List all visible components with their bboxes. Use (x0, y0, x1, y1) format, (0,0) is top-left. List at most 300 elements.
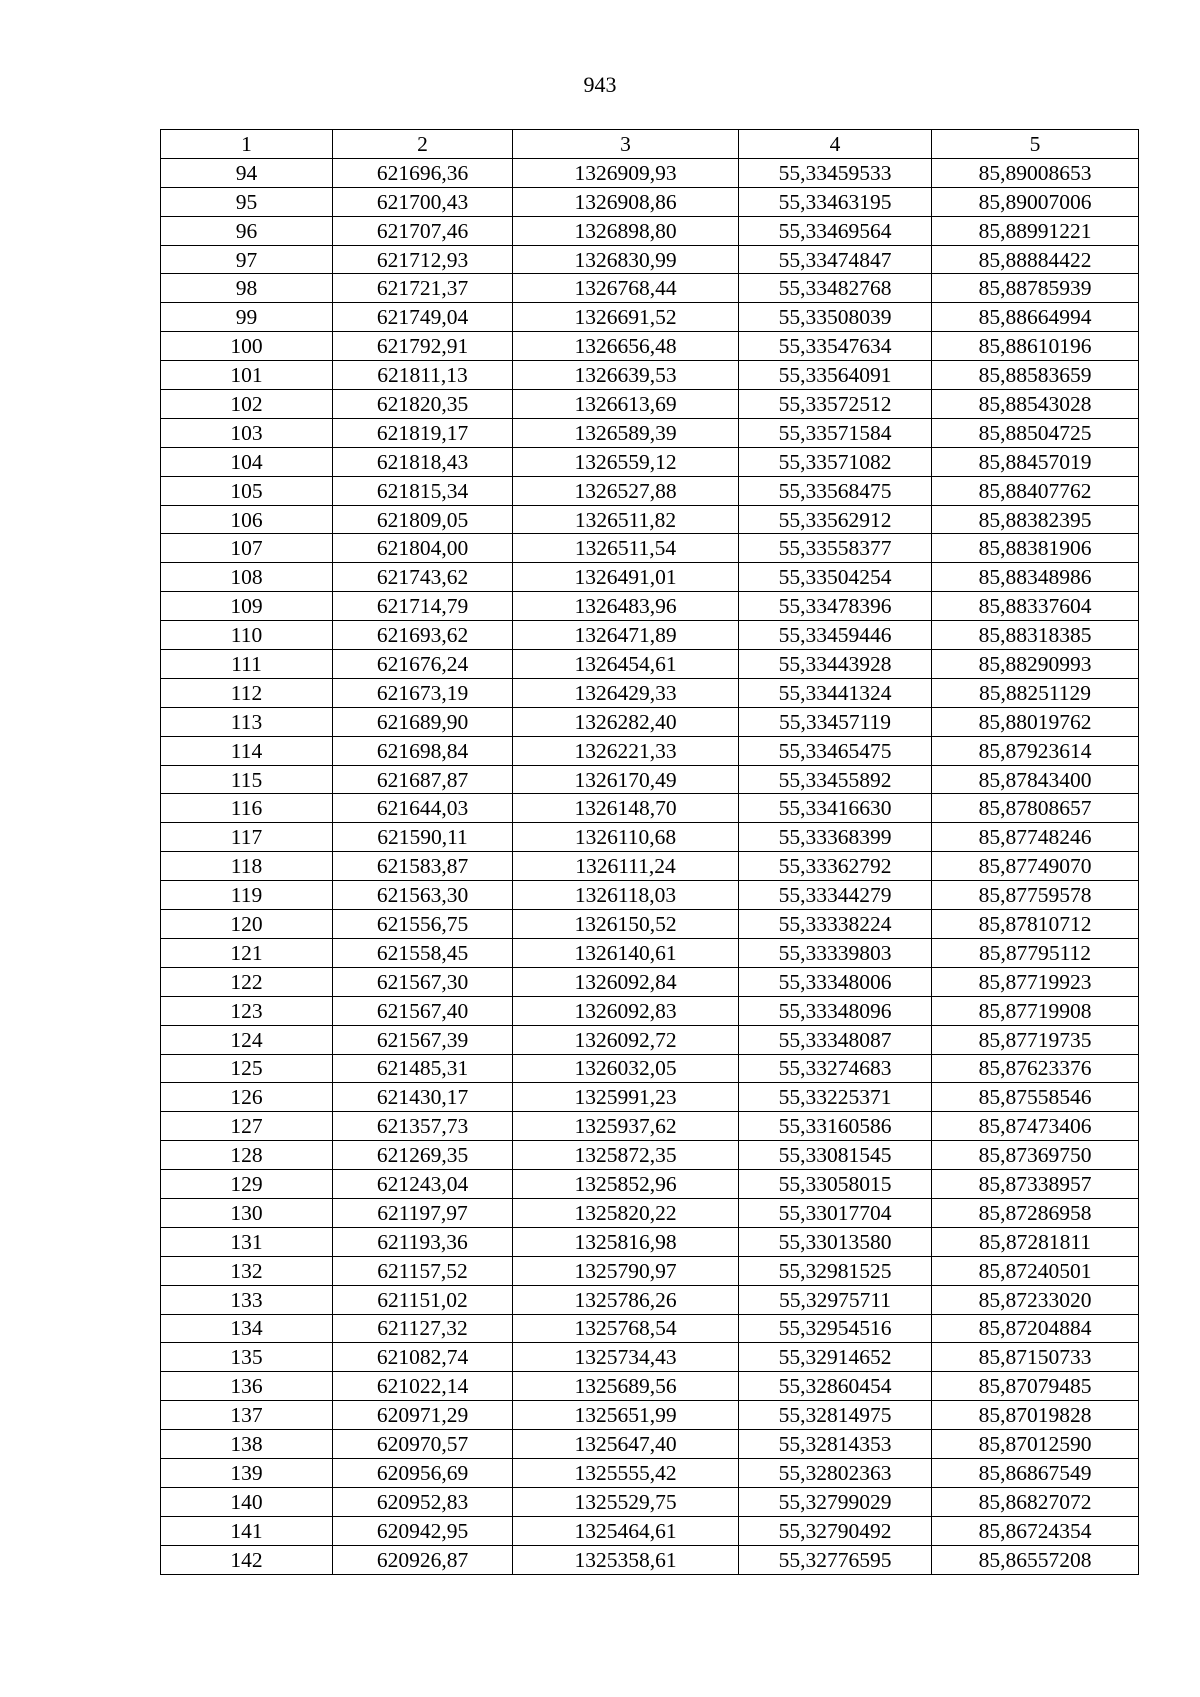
x-coordinate-cell: 621714,79 (333, 592, 513, 621)
header-row (161, 130, 1139, 159)
longitude-cell: 85,87623376 (932, 1054, 1139, 1083)
x-coordinate-cell: 621430,17 (333, 1083, 513, 1112)
table-row (161, 303, 1139, 332)
table-row (161, 1487, 1139, 1516)
latitude-cell: 55,33459533 (739, 158, 932, 187)
longitude-cell: 85,88337604 (932, 592, 1139, 621)
y-coordinate-cell: 1326454,61 (513, 650, 739, 679)
x-coordinate-cell: 621819,17 (333, 418, 513, 447)
y-coordinate-cell: 1326691,52 (513, 303, 739, 332)
longitude-cell: 85,87810712 (932, 910, 1139, 939)
y-coordinate-cell: 1326830,99 (513, 245, 739, 274)
y-coordinate-cell: 1326221,33 (513, 736, 739, 765)
y-coordinate-cell: 1326110,68 (513, 823, 739, 852)
x-coordinate-cell: 621197,97 (333, 1198, 513, 1227)
point-number-cell: 105 (161, 476, 333, 505)
table-row (161, 996, 1139, 1025)
latitude-cell: 55,33547634 (739, 332, 932, 361)
x-coordinate-cell: 621749,04 (333, 303, 513, 332)
table-row (161, 707, 1139, 736)
page-number: 943 (583, 72, 617, 97)
table-row (161, 1112, 1139, 1141)
longitude-cell: 85,87719923 (932, 967, 1139, 996)
latitude-cell: 55,33017704 (739, 1198, 932, 1227)
table-row (161, 938, 1139, 967)
latitude-cell: 55,33478396 (739, 592, 932, 621)
y-coordinate-cell: 1326471,89 (513, 621, 739, 650)
latitude-cell: 55,33457119 (739, 707, 932, 736)
table-row (161, 1170, 1139, 1199)
y-coordinate-cell: 1326909,93 (513, 158, 739, 187)
point-number-cell: 112 (161, 678, 333, 707)
x-coordinate-cell: 621700,43 (333, 187, 513, 216)
point-number-cell: 97 (161, 245, 333, 274)
longitude-cell: 85,87749070 (932, 852, 1139, 881)
longitude-cell: 85,87012590 (932, 1430, 1139, 1459)
latitude-cell: 55,33348006 (739, 967, 932, 996)
y-coordinate-cell: 1326111,24 (513, 852, 739, 881)
x-coordinate-cell: 621082,74 (333, 1343, 513, 1372)
latitude-cell: 55,33443928 (739, 650, 932, 679)
latitude-cell: 55,33013580 (739, 1227, 932, 1256)
table-row (161, 245, 1139, 274)
latitude-cell: 55,33344279 (739, 881, 932, 910)
x-coordinate-cell: 621556,75 (333, 910, 513, 939)
latitude-cell: 55,33160586 (739, 1112, 932, 1141)
x-coordinate-cell: 621558,45 (333, 938, 513, 967)
point-number-cell: 137 (161, 1401, 333, 1430)
table-row (161, 274, 1139, 303)
x-coordinate-cell: 621721,37 (333, 274, 513, 303)
table-row (161, 1285, 1139, 1314)
table-row (161, 1054, 1139, 1083)
x-coordinate-cell: 621022,14 (333, 1372, 513, 1401)
y-coordinate-cell: 1326491,01 (513, 563, 739, 592)
point-number-cell: 94 (161, 158, 333, 187)
longitude-cell: 85,87748246 (932, 823, 1139, 852)
point-number-cell: 110 (161, 621, 333, 650)
column-header: 5 (932, 130, 1139, 159)
x-coordinate-cell: 621815,34 (333, 476, 513, 505)
point-number-cell: 101 (161, 361, 333, 390)
point-number-cell: 121 (161, 938, 333, 967)
longitude-cell: 85,87019828 (932, 1401, 1139, 1430)
longitude-cell: 85,87473406 (932, 1112, 1139, 1141)
point-number-cell: 127 (161, 1112, 333, 1141)
point-number-cell: 104 (161, 447, 333, 476)
y-coordinate-cell: 1326511,82 (513, 505, 739, 534)
longitude-cell: 85,87719908 (932, 996, 1139, 1025)
latitude-cell: 55,33455892 (739, 765, 932, 794)
point-number-cell: 108 (161, 563, 333, 592)
y-coordinate-cell: 1325689,56 (513, 1372, 739, 1401)
point-number-cell: 115 (161, 765, 333, 794)
table-row (161, 794, 1139, 823)
y-coordinate-cell: 1326092,72 (513, 1025, 739, 1054)
table-row (161, 765, 1139, 794)
x-coordinate-cell: 621818,43 (333, 447, 513, 476)
x-coordinate-cell: 620971,29 (333, 1401, 513, 1430)
point-number-cell: 129 (161, 1170, 333, 1199)
latitude-cell: 55,32860454 (739, 1372, 932, 1401)
y-coordinate-cell: 1326148,70 (513, 794, 739, 823)
x-coordinate-cell: 621712,93 (333, 245, 513, 274)
latitude-cell: 55,33463195 (739, 187, 932, 216)
table-row (161, 1430, 1139, 1459)
point-number-cell: 128 (161, 1141, 333, 1170)
longitude-cell: 85,87558546 (932, 1083, 1139, 1112)
x-coordinate-cell: 621820,35 (333, 390, 513, 419)
latitude-cell: 55,33504254 (739, 563, 932, 592)
table-row (161, 736, 1139, 765)
latitude-cell: 55,33416630 (739, 794, 932, 823)
x-coordinate-cell: 621567,30 (333, 967, 513, 996)
table-row (161, 1256, 1139, 1285)
table-row (161, 1458, 1139, 1487)
y-coordinate-cell: 1325790,97 (513, 1256, 739, 1285)
x-coordinate-cell: 621698,84 (333, 736, 513, 765)
longitude-cell: 85,87338957 (932, 1170, 1139, 1199)
table-row (161, 1372, 1139, 1401)
longitude-cell: 85,87795112 (932, 938, 1139, 967)
longitude-cell: 85,87759578 (932, 881, 1139, 910)
longitude-cell: 85,88348986 (932, 563, 1139, 592)
x-coordinate-cell: 620956,69 (333, 1458, 513, 1487)
table-row (161, 534, 1139, 563)
latitude-cell: 55,33469564 (739, 216, 932, 245)
table-row (161, 621, 1139, 650)
table-row (161, 1545, 1139, 1574)
table-header (161, 130, 1139, 159)
longitude-cell: 85,88290993 (932, 650, 1139, 679)
x-coordinate-cell: 621193,36 (333, 1227, 513, 1256)
y-coordinate-cell: 1326140,61 (513, 938, 739, 967)
latitude-cell: 55,33508039 (739, 303, 932, 332)
y-coordinate-cell: 1325937,62 (513, 1112, 739, 1141)
latitude-cell: 55,32799029 (739, 1487, 932, 1516)
y-coordinate-cell: 1325852,96 (513, 1170, 739, 1199)
point-number-cell: 95 (161, 187, 333, 216)
latitude-cell: 55,32776595 (739, 1545, 932, 1574)
point-number-cell: 113 (161, 707, 333, 736)
table-row (161, 650, 1139, 679)
longitude-cell: 85,88251129 (932, 678, 1139, 707)
latitude-cell: 55,33564091 (739, 361, 932, 390)
point-number-cell: 135 (161, 1343, 333, 1372)
table-row (161, 1141, 1139, 1170)
latitude-cell: 55,33441324 (739, 678, 932, 707)
column-header: 4 (739, 130, 932, 159)
latitude-cell: 55,33058015 (739, 1170, 932, 1199)
table-row (161, 1516, 1139, 1545)
y-coordinate-cell: 1325820,22 (513, 1198, 739, 1227)
latitude-cell: 55,32790492 (739, 1516, 932, 1545)
longitude-cell: 85,89008653 (932, 158, 1139, 187)
table-row (161, 852, 1139, 881)
longitude-cell: 85,88785939 (932, 274, 1139, 303)
y-coordinate-cell: 1326282,40 (513, 707, 739, 736)
latitude-cell: 55,33368399 (739, 823, 932, 852)
point-number-cell: 124 (161, 1025, 333, 1054)
latitude-cell: 55,32814975 (739, 1401, 932, 1430)
latitude-cell: 55,33571584 (739, 418, 932, 447)
y-coordinate-cell: 1325555,42 (513, 1458, 739, 1487)
point-number-cell: 142 (161, 1545, 333, 1574)
longitude-cell: 85,87369750 (932, 1141, 1139, 1170)
longitude-cell: 85,87233020 (932, 1285, 1139, 1314)
longitude-cell: 85,88991221 (932, 216, 1139, 245)
y-coordinate-cell: 1326527,88 (513, 476, 739, 505)
table-row (161, 967, 1139, 996)
column-header: 1 (161, 130, 333, 159)
point-number-cell: 126 (161, 1083, 333, 1112)
y-coordinate-cell: 1325872,35 (513, 1141, 739, 1170)
y-coordinate-cell: 1325358,61 (513, 1545, 739, 1574)
y-coordinate-cell: 1325647,40 (513, 1430, 739, 1459)
latitude-cell: 55,33338224 (739, 910, 932, 939)
y-coordinate-cell: 1326483,96 (513, 592, 739, 621)
table-row (161, 592, 1139, 621)
longitude-cell: 85,88583659 (932, 361, 1139, 390)
longitude-cell: 85,87150733 (932, 1343, 1139, 1372)
x-coordinate-cell: 621693,62 (333, 621, 513, 650)
latitude-cell: 55,33571082 (739, 447, 932, 476)
x-coordinate-cell: 621157,52 (333, 1256, 513, 1285)
table-row (161, 390, 1139, 419)
x-coordinate-cell: 621357,73 (333, 1112, 513, 1141)
longitude-cell: 85,86827072 (932, 1487, 1139, 1516)
longitude-cell: 85,86557208 (932, 1545, 1139, 1574)
y-coordinate-cell: 1326092,84 (513, 967, 739, 996)
point-number-cell: 134 (161, 1314, 333, 1343)
column-header: 2 (333, 130, 513, 159)
y-coordinate-cell: 1326898,80 (513, 216, 739, 245)
point-number-cell: 132 (161, 1256, 333, 1285)
point-number-cell: 125 (161, 1054, 333, 1083)
point-number-cell: 136 (161, 1372, 333, 1401)
longitude-cell: 85,87286958 (932, 1198, 1139, 1227)
latitude-cell: 55,33362792 (739, 852, 932, 881)
latitude-cell: 55,33348096 (739, 996, 932, 1025)
point-number-cell: 100 (161, 332, 333, 361)
x-coordinate-cell: 621485,31 (333, 1054, 513, 1083)
latitude-cell: 55,33482768 (739, 274, 932, 303)
y-coordinate-cell: 1325529,75 (513, 1487, 739, 1516)
point-number-cell: 118 (161, 852, 333, 881)
x-coordinate-cell: 620952,83 (333, 1487, 513, 1516)
point-number-cell: 130 (161, 1198, 333, 1227)
longitude-cell: 85,88318385 (932, 621, 1139, 650)
x-coordinate-cell: 621809,05 (333, 505, 513, 534)
x-coordinate-cell: 621689,90 (333, 707, 513, 736)
x-coordinate-cell: 620942,95 (333, 1516, 513, 1545)
longitude-cell: 85,87204884 (932, 1314, 1139, 1343)
y-coordinate-cell: 1326511,54 (513, 534, 739, 563)
x-coordinate-cell: 621243,04 (333, 1170, 513, 1199)
y-coordinate-cell: 1325816,98 (513, 1227, 739, 1256)
y-coordinate-cell: 1326032,05 (513, 1054, 739, 1083)
y-coordinate-cell: 1326170,49 (513, 765, 739, 794)
y-coordinate-cell: 1326092,83 (513, 996, 739, 1025)
point-number-cell: 117 (161, 823, 333, 852)
point-number-cell: 106 (161, 505, 333, 534)
longitude-cell: 85,87719735 (932, 1025, 1139, 1054)
y-coordinate-cell: 1325991,23 (513, 1083, 739, 1112)
latitude-cell: 55,32954516 (739, 1314, 932, 1343)
y-coordinate-cell: 1325786,26 (513, 1285, 739, 1314)
x-coordinate-cell: 620926,87 (333, 1545, 513, 1574)
y-coordinate-cell: 1326639,53 (513, 361, 739, 390)
y-coordinate-cell: 1325734,43 (513, 1343, 739, 1372)
table-body (161, 158, 1139, 1574)
point-number-cell: 138 (161, 1430, 333, 1459)
longitude-cell: 85,88381906 (932, 534, 1139, 563)
x-coordinate-cell: 621811,13 (333, 361, 513, 390)
x-coordinate-cell: 621792,91 (333, 332, 513, 361)
point-number-cell: 131 (161, 1227, 333, 1256)
table-row (161, 1083, 1139, 1112)
table-row (161, 1198, 1139, 1227)
table-row (161, 216, 1139, 245)
latitude-cell: 55,33558377 (739, 534, 932, 563)
x-coordinate-cell: 621743,62 (333, 563, 513, 592)
longitude-cell: 85,87808657 (932, 794, 1139, 823)
table-row (161, 418, 1139, 447)
x-coordinate-cell: 621707,46 (333, 216, 513, 245)
point-number-cell: 98 (161, 274, 333, 303)
latitude-cell: 55,33562912 (739, 505, 932, 534)
y-coordinate-cell: 1326150,52 (513, 910, 739, 939)
latitude-cell: 55,32975711 (739, 1285, 932, 1314)
latitude-cell: 55,33339803 (739, 938, 932, 967)
x-coordinate-cell: 620970,57 (333, 1430, 513, 1459)
latitude-cell: 55,33274683 (739, 1054, 932, 1083)
point-number-cell: 120 (161, 910, 333, 939)
x-coordinate-cell: 621676,24 (333, 650, 513, 679)
table-row (161, 1314, 1139, 1343)
longitude-cell: 85,88543028 (932, 390, 1139, 419)
x-coordinate-cell: 621151,02 (333, 1285, 513, 1314)
table-row (161, 158, 1139, 187)
point-number-cell: 111 (161, 650, 333, 679)
latitude-cell: 55,32981525 (739, 1256, 932, 1285)
x-coordinate-cell: 621583,87 (333, 852, 513, 881)
point-number-cell: 139 (161, 1458, 333, 1487)
y-coordinate-cell: 1326429,33 (513, 678, 739, 707)
table-row (161, 361, 1139, 390)
point-number-cell: 99 (161, 303, 333, 332)
longitude-cell: 85,88664994 (932, 303, 1139, 332)
x-coordinate-cell: 621563,30 (333, 881, 513, 910)
x-coordinate-cell: 621687,87 (333, 765, 513, 794)
y-coordinate-cell: 1326656,48 (513, 332, 739, 361)
point-number-cell: 123 (161, 996, 333, 1025)
point-number-cell: 116 (161, 794, 333, 823)
point-number-cell: 119 (161, 881, 333, 910)
longitude-cell: 85,86867549 (932, 1458, 1139, 1487)
longitude-cell: 85,87079485 (932, 1372, 1139, 1401)
point-number-cell: 122 (161, 967, 333, 996)
y-coordinate-cell: 1326118,03 (513, 881, 739, 910)
table-row (161, 1343, 1139, 1372)
table-row (161, 563, 1139, 592)
longitude-cell: 85,86724354 (932, 1516, 1139, 1545)
longitude-cell: 85,88019762 (932, 707, 1139, 736)
point-number-cell: 140 (161, 1487, 333, 1516)
y-coordinate-cell: 1326768,44 (513, 274, 739, 303)
column-header: 3 (513, 130, 739, 159)
x-coordinate-cell: 621644,03 (333, 794, 513, 823)
latitude-cell: 55,33568475 (739, 476, 932, 505)
longitude-cell: 85,88610196 (932, 332, 1139, 361)
longitude-cell: 85,88884422 (932, 245, 1139, 274)
table-row (161, 1025, 1139, 1054)
y-coordinate-cell: 1326613,69 (513, 390, 739, 419)
table-row (161, 476, 1139, 505)
table-row (161, 910, 1139, 939)
point-number-cell: 133 (161, 1285, 333, 1314)
longitude-cell: 85,89007006 (932, 187, 1139, 216)
y-coordinate-cell: 1326908,86 (513, 187, 739, 216)
table-row (161, 332, 1139, 361)
latitude-cell: 55,32914652 (739, 1343, 932, 1372)
x-coordinate-cell: 621696,36 (333, 158, 513, 187)
point-number-cell: 141 (161, 1516, 333, 1545)
longitude-cell: 85,88382395 (932, 505, 1139, 534)
table-row (161, 447, 1139, 476)
point-number-cell: 114 (161, 736, 333, 765)
table-row (161, 187, 1139, 216)
latitude-cell: 55,33225371 (739, 1083, 932, 1112)
point-number-cell: 102 (161, 390, 333, 419)
x-coordinate-cell: 621673,19 (333, 678, 513, 707)
table-row (161, 823, 1139, 852)
table-row (161, 505, 1139, 534)
latitude-cell: 55,32814353 (739, 1430, 932, 1459)
longitude-cell: 85,88504725 (932, 418, 1139, 447)
latitude-cell: 55,33474847 (739, 245, 932, 274)
table-row (161, 678, 1139, 707)
longitude-cell: 85,87281811 (932, 1227, 1139, 1256)
table-row (161, 881, 1139, 910)
longitude-cell: 85,87240501 (932, 1256, 1139, 1285)
coordinates-table (160, 129, 1139, 1575)
latitude-cell: 55,33459446 (739, 621, 932, 650)
point-number-cell: 107 (161, 534, 333, 563)
latitude-cell: 55,33465475 (739, 736, 932, 765)
x-coordinate-cell: 621567,39 (333, 1025, 513, 1054)
latitude-cell: 55,33348087 (739, 1025, 932, 1054)
y-coordinate-cell: 1325768,54 (513, 1314, 739, 1343)
y-coordinate-cell: 1325651,99 (513, 1401, 739, 1430)
latitude-cell: 55,33081545 (739, 1141, 932, 1170)
point-number-cell: 109 (161, 592, 333, 621)
y-coordinate-cell: 1326589,39 (513, 418, 739, 447)
longitude-cell: 85,88457019 (932, 447, 1139, 476)
y-coordinate-cell: 1325464,61 (513, 1516, 739, 1545)
table-row (161, 1401, 1139, 1430)
point-number-cell: 103 (161, 418, 333, 447)
longitude-cell: 85,87843400 (932, 765, 1139, 794)
x-coordinate-cell: 621269,35 (333, 1141, 513, 1170)
latitude-cell: 55,32802363 (739, 1458, 932, 1487)
longitude-cell: 85,88407762 (932, 476, 1139, 505)
point-number-cell: 96 (161, 216, 333, 245)
latitude-cell: 55,33572512 (739, 390, 932, 419)
longitude-cell: 85,87923614 (932, 736, 1139, 765)
x-coordinate-cell: 621127,32 (333, 1314, 513, 1343)
x-coordinate-cell: 621804,00 (333, 534, 513, 563)
